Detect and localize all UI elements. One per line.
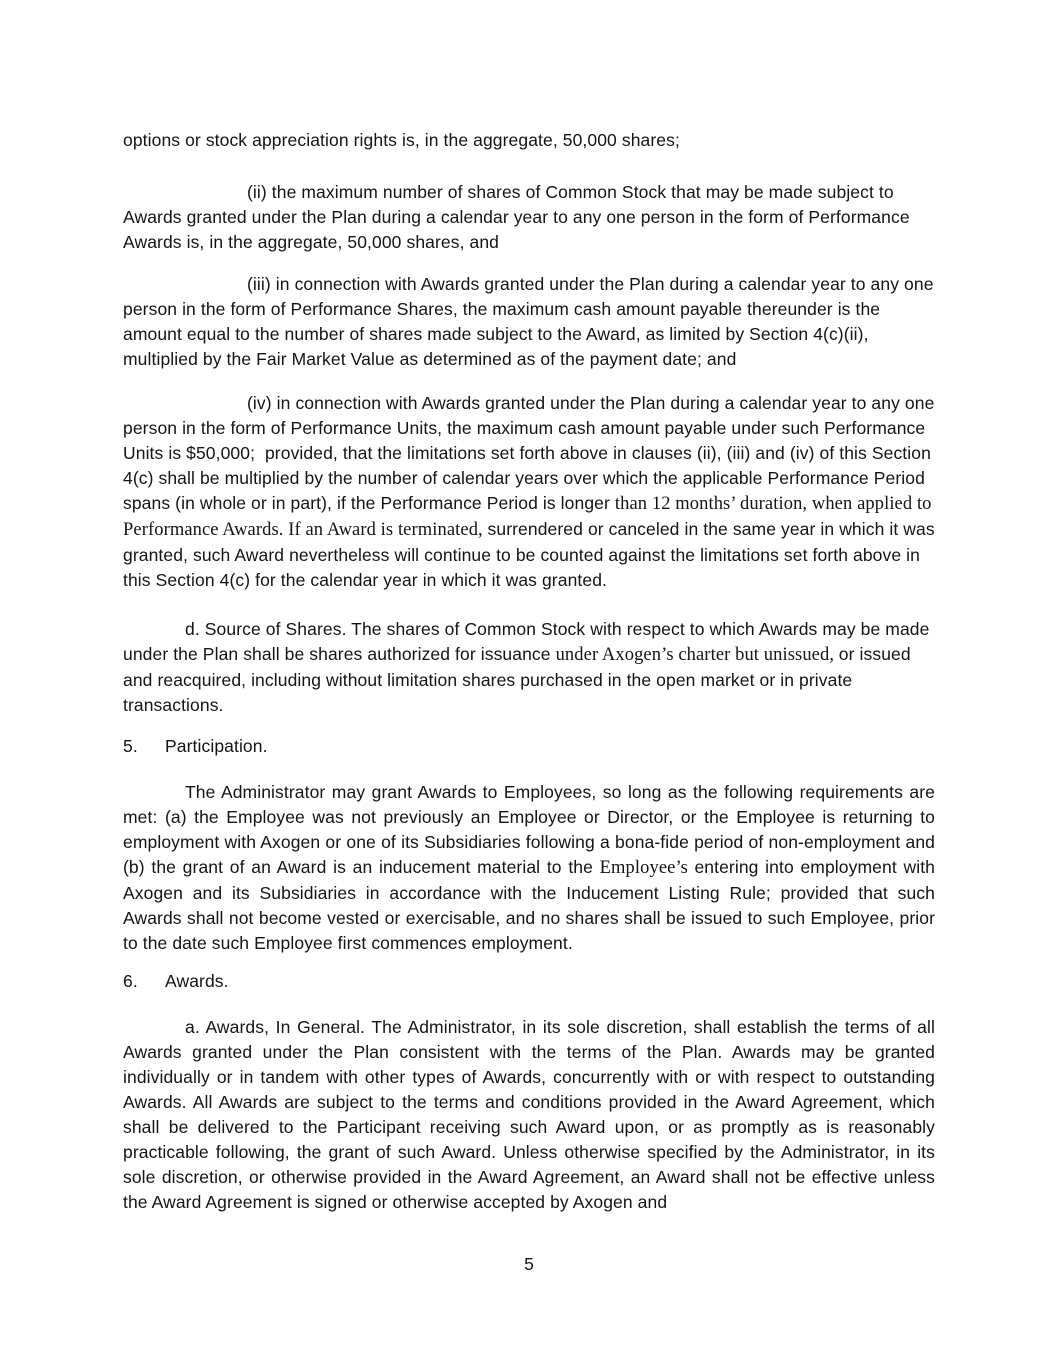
text-run: Employee’s [599, 858, 695, 878]
text-run: (iv) in connection with Awards granted under the Plan during a calendar year to any one person in the form of Performance Units, the maximum cash amount payable under such Performance Units is $50,000; provided, that the limitations set forth above in clauses (ii), (iii) and (iv) of this Section 4(c) shall be multiplied by the number of calendar years over which the applicable Performance Period spans (in whole or in part), if the Performance Period is longer [123, 393, 935, 513]
para-awards-in-general [123, 1015, 935, 1215]
page-number: 5 [524, 1254, 534, 1274]
text-run: (ii) the maximum number of shares of Common Stock that may be made subject to Awards granted under the Plan during a calendar year to any one person in the form of Performance Awards is, in the aggregate, 50,000 shares, and [123, 182, 910, 252]
heading-6-awards-hnum: 6. [123, 971, 138, 991]
para-d-source-of-shares [123, 617, 935, 718]
clause-iii [123, 272, 935, 372]
text-run: than 12 months’ duration, when applied to Performance Awards. If an Award is terminated, [123, 494, 932, 540]
text-run: entering into employment with Axogen and its Subsidiaries in accordance with the Inducement Listing Rule; provided that such Awards shall not become vested or exercisable, and no shares shall be issued to such Employee, prior to the date such Employee first commences employment. [123, 857, 935, 953]
text-run: d. Source of Shares. The shares of Common Stock with respect to which Awards may be made under the Plan shall be shares authorized for issuance [123, 619, 930, 664]
clause-iv [123, 391, 935, 593]
document-body [123, 128, 935, 1215]
clause-i-continuation [123, 128, 935, 153]
text-run: a. Awards, In General. The Administrator, in its sole discretion, shall establish the terms of all Awards granted under the Plan consistent with the terms of the Plan. Awards may be granted individually or in tandem with other types of Awards, concurrently with or with respect to outstanding Awards. All Awards are subject to the terms and conditions provided in the Award Agreement, which shall be delivered to the Participant receiving such Award upon, or as promptly as is reasonably practicable following, the grant of such Award. Unless otherwise specified by the Administrator, in its sole discretion, or otherwise provided in the Award Agreement, an Award shall not be effective unless the Award Agreement is signed or otherwise accepted by Axogen and [123, 1017, 935, 1212]
text-run: options or stock appreciation rights is, in the aggregate, 50,000 shares; [123, 130, 680, 150]
text-run: (iii) in connection with Awards granted under the Plan during a calendar year to any one person in the form of Performance Shares, the maximum cash amount payable thereunder is the amount equal to the number of shares made subject to the Award, as limited by Section 4(c)(ii), multiplied by the Fair Market Value as determined as of the payment date; and [123, 274, 934, 369]
text-run: or issued and reacquired, including without limitation shares purchased in the open market or in private transactions. [123, 644, 911, 715]
text-run: The Administrator may grant Awards to Employees, so long as the following requirements are met: (a) the Employee was not previously an Employee or Director, or the Employee is returning to employment with Axogen or one of its Subsidiaries following a bona-fide period of non-employment and (b) the grant of an Award is an inducement material to the [123, 782, 935, 877]
heading-5-participation [123, 734, 935, 759]
heading-5-participation-hnum: 5. [123, 736, 138, 756]
heading-5-participation-hlabel: Participation. [165, 736, 268, 756]
heading-6-awards-hlabel: Awards. [165, 971, 229, 991]
text-run: surrendered or canceled in the same year in which it was granted, such Award nevertheless will continue to be counted against the limitations set forth above in this Section 4(c) for the calendar year in which it was granted. [123, 519, 935, 590]
heading-6-awards [123, 969, 935, 994]
para-participation-body [123, 780, 935, 956]
text-run: under Axogen’s charter but unissued, [555, 645, 839, 665]
clause-ii [123, 180, 935, 255]
